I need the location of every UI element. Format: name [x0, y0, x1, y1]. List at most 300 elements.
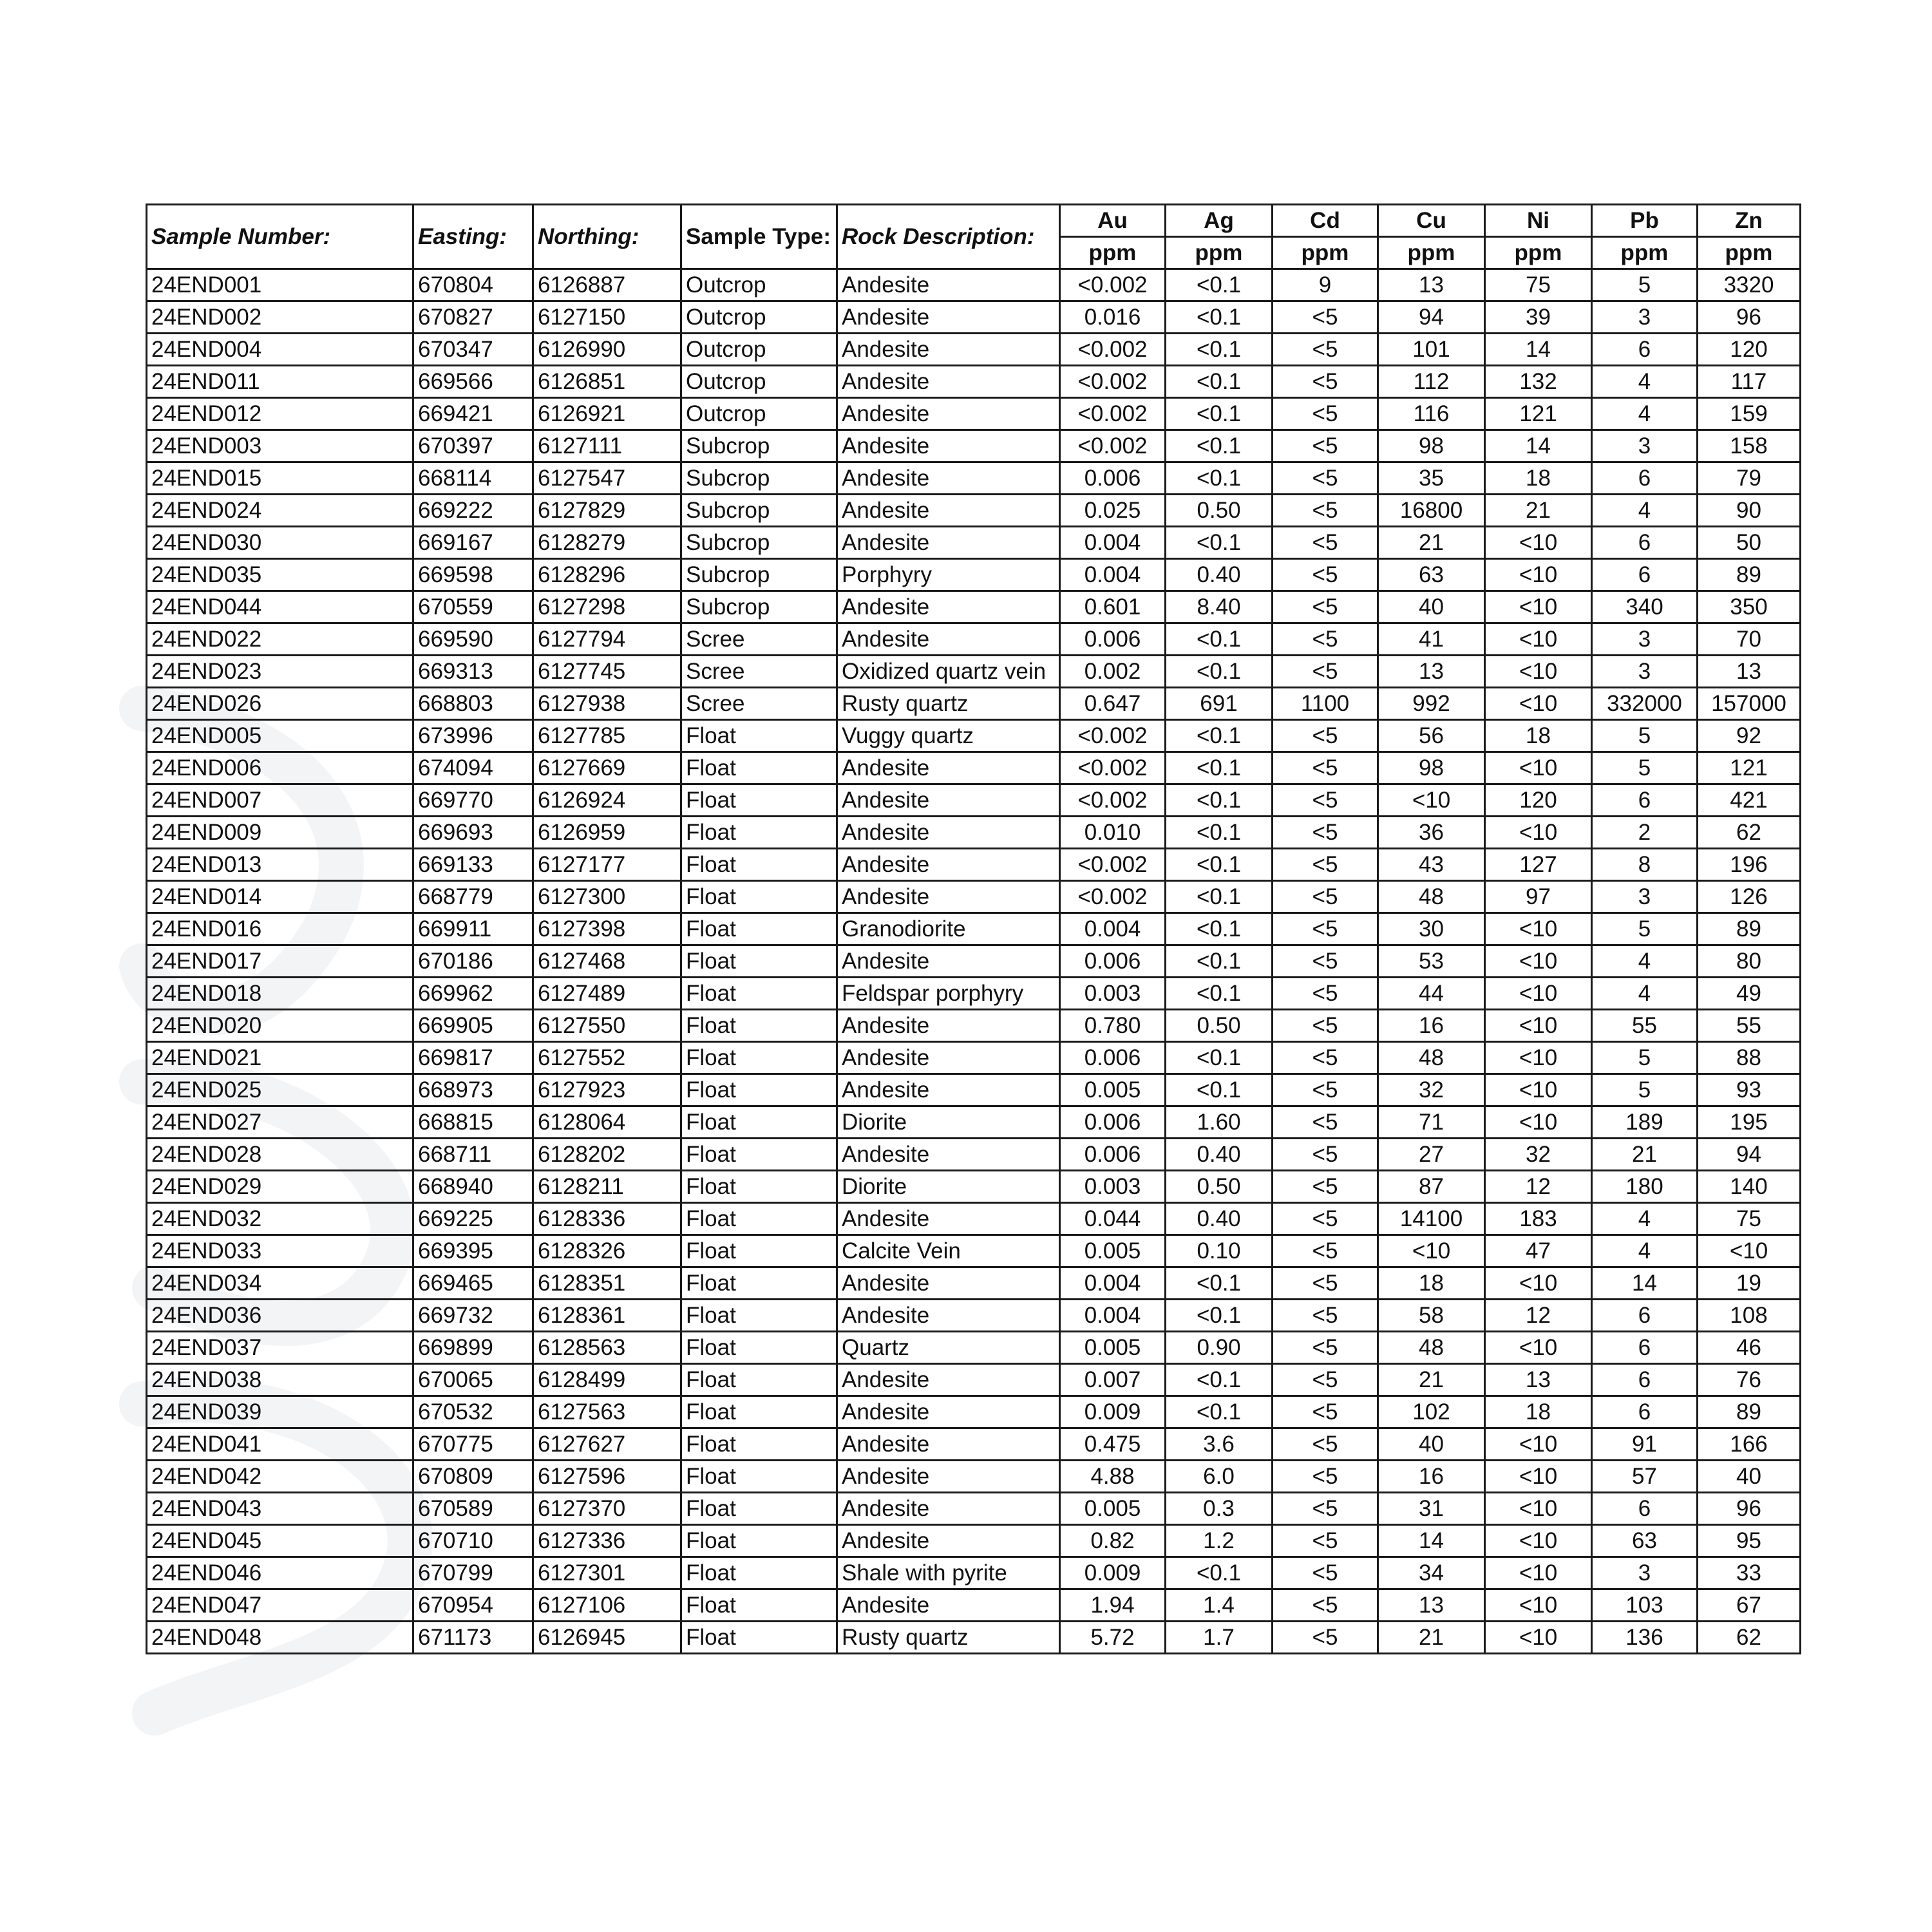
cell-ag: 1.4: [1166, 1589, 1273, 1622]
cell-easting: 669465: [413, 1267, 533, 1300]
cell-sample-number: 24END006: [147, 752, 413, 784]
cell-northing: 6127370: [533, 1493, 681, 1525]
cell-easting: 670347: [413, 334, 533, 366]
cell-sample-type: Float: [681, 1589, 837, 1622]
cell-pb: 4: [1592, 945, 1698, 978]
cell-sample-number: 24END048: [147, 1622, 413, 1654]
cell-pb: 63: [1592, 1525, 1698, 1557]
table-row: [147, 1106, 1801, 1139]
cell-cu: 992: [1378, 688, 1485, 720]
cell-zn: 95: [1698, 1525, 1801, 1557]
cell-sample-type: Float: [681, 1139, 837, 1171]
cell-sample-number: 24END034: [147, 1267, 413, 1300]
cell-sample-number: 24END021: [147, 1042, 413, 1074]
cell-easting: 669590: [413, 623, 533, 656]
cell-ni: <10: [1485, 1074, 1592, 1106]
cell-sample-number: 24END007: [147, 784, 413, 817]
cell-rock-description: Andesite: [837, 881, 1060, 913]
cell-ag: <0.1: [1166, 398, 1273, 430]
cell-easting: 669732: [413, 1300, 533, 1332]
cell-ni: <10: [1485, 1622, 1592, 1654]
cell-rock-description: Andesite: [837, 1139, 1060, 1171]
table-row: [147, 720, 1801, 752]
cell-easting: 669770: [413, 784, 533, 817]
cell-ag: 0.50: [1166, 1171, 1273, 1203]
table-row: [147, 1525, 1801, 1557]
cell-ni: <10: [1485, 1557, 1592, 1589]
cell-easting: 670186: [413, 945, 533, 978]
cell-northing: 6128326: [533, 1235, 681, 1267]
cell-easting: 670532: [413, 1396, 533, 1428]
cell-northing: 6128361: [533, 1300, 681, 1332]
header-element-zn: Zn: [1698, 205, 1801, 237]
cell-northing: 6127468: [533, 945, 681, 978]
cell-pb: 4: [1592, 495, 1698, 527]
cell-zn: 117: [1698, 366, 1801, 398]
cell-ag: <0.1: [1166, 817, 1273, 849]
cell-sample-type: Subcrop: [681, 430, 837, 462]
cell-cu: 13: [1378, 1589, 1485, 1622]
cell-ag: <0.1: [1166, 849, 1273, 881]
cell-pb: 6: [1592, 462, 1698, 495]
cell-rock-description: Rusty quartz: [837, 688, 1060, 720]
cell-ag: <0.1: [1166, 269, 1273, 301]
cell-rock-description: Porphyry: [837, 559, 1060, 591]
cell-ni: 18: [1485, 462, 1592, 495]
cell-au: 0.006: [1060, 462, 1166, 495]
cell-northing: 6127745: [533, 656, 681, 688]
cell-ni: <10: [1485, 1461, 1592, 1493]
cell-au: <0.002: [1060, 334, 1166, 366]
cell-rock-description: Feldspar porphyry: [837, 978, 1060, 1010]
cell-ag: <0.1: [1166, 430, 1273, 462]
cell-zn: 126: [1698, 881, 1801, 913]
cell-rock-description: Andesite: [837, 945, 1060, 978]
cell-sample-number: 24END017: [147, 945, 413, 978]
cell-pb: 3: [1592, 1557, 1698, 1589]
table-row: [147, 1589, 1801, 1622]
cell-easting: 668803: [413, 688, 533, 720]
cell-easting: 670775: [413, 1428, 533, 1461]
table-row: [147, 945, 1801, 978]
cell-sample-type: Scree: [681, 656, 837, 688]
table-row: [147, 398, 1801, 430]
assay-table-container: [146, 204, 1799, 1654]
cell-sample-type: Float: [681, 720, 837, 752]
cell-easting: 670065: [413, 1364, 533, 1396]
cell-pb: 4: [1592, 1235, 1698, 1267]
table-row: [147, 1010, 1801, 1042]
table-row: [147, 849, 1801, 881]
cell-sample-number: 24END009: [147, 817, 413, 849]
cell-rock-description: Calcite Vein: [837, 1235, 1060, 1267]
cell-au: <0.002: [1060, 398, 1166, 430]
cell-easting: 669225: [413, 1203, 533, 1235]
cell-zn: 76: [1698, 1364, 1801, 1396]
cell-cd: <5: [1273, 1589, 1378, 1622]
cell-sample-type: Float: [681, 784, 837, 817]
cell-easting: 669133: [413, 849, 533, 881]
cell-northing: 6127794: [533, 623, 681, 656]
cell-sample-number: 24END015: [147, 462, 413, 495]
cell-easting: 670827: [413, 301, 533, 334]
cell-northing: 6128211: [533, 1171, 681, 1203]
cell-pb: 6: [1592, 1493, 1698, 1525]
cell-zn: 49: [1698, 978, 1801, 1010]
header-unit-au: ppm: [1060, 237, 1166, 269]
cell-easting: 669313: [413, 656, 533, 688]
cell-zn: 89: [1698, 913, 1801, 945]
cell-au: 0.006: [1060, 945, 1166, 978]
cell-rock-description: Andesite: [837, 334, 1060, 366]
cell-au: 0.006: [1060, 1139, 1166, 1171]
cell-au: 0.007: [1060, 1364, 1166, 1396]
cell-ni: 12: [1485, 1171, 1592, 1203]
cell-ni: 183: [1485, 1203, 1592, 1235]
cell-pb: 6: [1592, 1300, 1698, 1332]
cell-northing: 6126990: [533, 334, 681, 366]
cell-ni: <10: [1485, 527, 1592, 559]
cell-ag: <0.1: [1166, 301, 1273, 334]
cell-easting: 670589: [413, 1493, 533, 1525]
cell-ag: <0.1: [1166, 784, 1273, 817]
cell-au: <0.002: [1060, 720, 1166, 752]
cell-au: 0.005: [1060, 1493, 1166, 1525]
cell-cd: <5: [1273, 1267, 1378, 1300]
cell-easting: 669566: [413, 366, 533, 398]
cell-cu: <10: [1378, 1235, 1485, 1267]
cell-cu: 21: [1378, 527, 1485, 559]
cell-ag: <0.1: [1166, 334, 1273, 366]
cell-pb: 55: [1592, 1010, 1698, 1042]
cell-rock-description: Andesite: [837, 527, 1060, 559]
cell-easting: 669899: [413, 1332, 533, 1364]
cell-rock-description: Andesite: [837, 1525, 1060, 1557]
cell-cd: 9: [1273, 269, 1378, 301]
cell-ni: <10: [1485, 1106, 1592, 1139]
cell-sample-number: 24END014: [147, 881, 413, 913]
cell-sample-number: 24END022: [147, 623, 413, 656]
cell-cd: <5: [1273, 752, 1378, 784]
cell-sample-number: 24END044: [147, 591, 413, 623]
cell-easting: 670559: [413, 591, 533, 623]
cell-sample-type: Float: [681, 945, 837, 978]
cell-pb: 4: [1592, 398, 1698, 430]
cell-northing: 6127106: [533, 1589, 681, 1622]
cell-ni: <10: [1485, 591, 1592, 623]
cell-northing: 6128064: [533, 1106, 681, 1139]
cell-ag: 1.7: [1166, 1622, 1273, 1654]
cell-rock-description: Andesite: [837, 1396, 1060, 1428]
cell-sample-number: 24END011: [147, 366, 413, 398]
cell-rock-description: Oxidized quartz vein: [837, 656, 1060, 688]
cell-ag: 0.10: [1166, 1235, 1273, 1267]
cell-ni: <10: [1485, 752, 1592, 784]
cell-cd: <5: [1273, 1300, 1378, 1332]
cell-cu: 48: [1378, 1042, 1485, 1074]
cell-cu: 40: [1378, 1428, 1485, 1461]
cell-cu: 48: [1378, 881, 1485, 913]
cell-sample-type: Float: [681, 1428, 837, 1461]
cell-northing: 6127111: [533, 430, 681, 462]
cell-ag: <0.1: [1166, 1042, 1273, 1074]
cell-northing: 6127336: [533, 1525, 681, 1557]
cell-ni: <10: [1485, 945, 1592, 978]
cell-cd: <5: [1273, 1332, 1378, 1364]
table-row: [147, 1332, 1801, 1364]
cell-zn: 19: [1698, 1267, 1801, 1300]
cell-ni: <10: [1485, 1589, 1592, 1622]
cell-easting: 670397: [413, 430, 533, 462]
cell-easting: 670809: [413, 1461, 533, 1493]
cell-ni: 97: [1485, 881, 1592, 913]
header-unit-ni: ppm: [1485, 237, 1592, 269]
cell-au: 0.82: [1060, 1525, 1166, 1557]
cell-rock-description: Andesite: [837, 817, 1060, 849]
cell-pb: 136: [1592, 1622, 1698, 1654]
cell-ni: 47: [1485, 1235, 1592, 1267]
cell-sample-type: Float: [681, 1396, 837, 1428]
table-row: [147, 688, 1801, 720]
cell-easting: 668711: [413, 1139, 533, 1171]
cell-pb: 91: [1592, 1428, 1698, 1461]
cell-sample-type: Subcrop: [681, 527, 837, 559]
table-row: [147, 1396, 1801, 1428]
cell-northing: 6127398: [533, 913, 681, 945]
cell-rock-description: Andesite: [837, 1428, 1060, 1461]
cell-sample-number: 24END027: [147, 1106, 413, 1139]
cell-zn: 33: [1698, 1557, 1801, 1589]
cell-sample-number: 24END038: [147, 1364, 413, 1396]
cell-cu: 94: [1378, 301, 1485, 334]
cell-zn: 421: [1698, 784, 1801, 817]
header-unit-zn: ppm: [1698, 237, 1801, 269]
cell-ni: <10: [1485, 978, 1592, 1010]
cell-cd: <5: [1273, 1171, 1378, 1203]
cell-rock-description: Andesite: [837, 1589, 1060, 1622]
table-row: [147, 430, 1801, 462]
cell-sample-type: Scree: [681, 623, 837, 656]
assay-results-table: [146, 204, 1801, 1654]
header-unit-cd: ppm: [1273, 237, 1378, 269]
cell-cu: 87: [1378, 1171, 1485, 1203]
cell-cu: 18: [1378, 1267, 1485, 1300]
cell-cu: 53: [1378, 945, 1485, 978]
cell-northing: 6128296: [533, 559, 681, 591]
cell-sample-number: 24END045: [147, 1525, 413, 1557]
cell-pb: 6: [1592, 1332, 1698, 1364]
cell-zn: 350: [1698, 591, 1801, 623]
cell-au: 0.004: [1060, 527, 1166, 559]
cell-ag: <0.1: [1166, 1396, 1273, 1428]
cell-ni: <10: [1485, 1042, 1592, 1074]
cell-zn: 75: [1698, 1203, 1801, 1235]
cell-sample-type: Float: [681, 1525, 837, 1557]
cell-cd: <5: [1273, 849, 1378, 881]
cell-sample-type: Float: [681, 1300, 837, 1332]
cell-pb: 332000: [1592, 688, 1698, 720]
cell-easting: 669962: [413, 978, 533, 1010]
cell-cd: <5: [1273, 656, 1378, 688]
cell-cu: 63: [1378, 559, 1485, 591]
cell-zn: 89: [1698, 1396, 1801, 1428]
table-row: [147, 301, 1801, 334]
cell-cd: 1100: [1273, 688, 1378, 720]
cell-northing: 6126887: [533, 269, 681, 301]
cell-cd: <5: [1273, 1235, 1378, 1267]
header-element-ag: Ag: [1166, 205, 1273, 237]
cell-rock-description: Andesite: [837, 1364, 1060, 1396]
cell-cu: 13: [1378, 269, 1485, 301]
cell-pb: 340: [1592, 591, 1698, 623]
cell-sample-type: Float: [681, 978, 837, 1010]
cell-zn: 79: [1698, 462, 1801, 495]
cell-sample-type: Subcrop: [681, 495, 837, 527]
cell-cu: 36: [1378, 817, 1485, 849]
cell-rock-description: Andesite: [837, 301, 1060, 334]
cell-ag: <0.1: [1166, 1557, 1273, 1589]
cell-au: 0.009: [1060, 1557, 1166, 1589]
cell-sample-type: Subcrop: [681, 591, 837, 623]
cell-cd: <5: [1273, 1010, 1378, 1042]
cell-pb: 103: [1592, 1589, 1698, 1622]
cell-cu: 101: [1378, 334, 1485, 366]
cell-ag: <0.1: [1166, 623, 1273, 656]
cell-au: 1.94: [1060, 1589, 1166, 1622]
cell-ag: 3.6: [1166, 1428, 1273, 1461]
cell-sample-type: Float: [681, 1235, 837, 1267]
cell-rock-description: Andesite: [837, 430, 1060, 462]
cell-pb: 6: [1592, 334, 1698, 366]
cell-cu: 31: [1378, 1493, 1485, 1525]
cell-rock-description: Andesite: [837, 1300, 1060, 1332]
cell-au: <0.002: [1060, 430, 1166, 462]
cell-ag: <0.1: [1166, 752, 1273, 784]
cell-rock-description: Andesite: [837, 398, 1060, 430]
cell-northing: 6128279: [533, 527, 681, 559]
cell-easting: 668779: [413, 881, 533, 913]
cell-cd: <5: [1273, 1074, 1378, 1106]
cell-cd: <5: [1273, 1428, 1378, 1461]
cell-rock-description: Andesite: [837, 462, 1060, 495]
cell-rock-description: Andesite: [837, 591, 1060, 623]
cell-ni: 12: [1485, 1300, 1592, 1332]
cell-northing: 6127300: [533, 881, 681, 913]
cell-au: 0.601: [1060, 591, 1166, 623]
cell-zn: 89: [1698, 559, 1801, 591]
cell-cu: 14100: [1378, 1203, 1485, 1235]
cell-ni: 32: [1485, 1139, 1592, 1171]
cell-zn: 159: [1698, 398, 1801, 430]
cell-zn: 96: [1698, 301, 1801, 334]
cell-easting: 669817: [413, 1042, 533, 1074]
cell-zn: 50: [1698, 527, 1801, 559]
cell-au: 0.647: [1060, 688, 1166, 720]
cell-sample-type: Subcrop: [681, 462, 837, 495]
cell-ni: 132: [1485, 366, 1592, 398]
cell-ni: <10: [1485, 688, 1592, 720]
cell-au: 0.010: [1060, 817, 1166, 849]
table-row: [147, 334, 1801, 366]
table-row: [147, 462, 1801, 495]
table-row: [147, 817, 1801, 849]
cell-rock-description: Andesite: [837, 269, 1060, 301]
cell-au: 0.004: [1060, 559, 1166, 591]
cell-ag: <0.1: [1166, 527, 1273, 559]
cell-ni: <10: [1485, 1010, 1592, 1042]
cell-cd: <5: [1273, 527, 1378, 559]
cell-northing: 6126959: [533, 817, 681, 849]
cell-sample-number: 24END023: [147, 656, 413, 688]
cell-cd: <5: [1273, 366, 1378, 398]
cell-sample-type: Float: [681, 1010, 837, 1042]
cell-ag: 0.3: [1166, 1493, 1273, 1525]
cell-cu: 48: [1378, 1332, 1485, 1364]
cell-cu: 14: [1378, 1525, 1485, 1557]
cell-sample-number: 24END047: [147, 1589, 413, 1622]
cell-sample-type: Float: [681, 881, 837, 913]
cell-ni: <10: [1485, 817, 1592, 849]
header-row-elements: [147, 205, 1801, 237]
table-row: [147, 784, 1801, 817]
cell-au: 0.005: [1060, 1074, 1166, 1106]
cell-cu: 98: [1378, 430, 1485, 462]
table-row: [147, 1235, 1801, 1267]
cell-sample-number: 24END013: [147, 849, 413, 881]
cell-sample-type: Float: [681, 1106, 837, 1139]
cell-northing: 6127563: [533, 1396, 681, 1428]
cell-rock-description: Andesite: [837, 784, 1060, 817]
cell-sample-number: 24END024: [147, 495, 413, 527]
cell-cu: 56: [1378, 720, 1485, 752]
cell-cd: <5: [1273, 817, 1378, 849]
cell-northing: 6127301: [533, 1557, 681, 1589]
cell-cd: <5: [1273, 978, 1378, 1010]
cell-cd: <5: [1273, 1203, 1378, 1235]
cell-northing: 6127596: [533, 1461, 681, 1493]
cell-pb: 5: [1592, 913, 1698, 945]
cell-zn: 157000: [1698, 688, 1801, 720]
cell-northing: 6128499: [533, 1364, 681, 1396]
cell-pb: 6: [1592, 1364, 1698, 1396]
cell-sample-type: Float: [681, 1171, 837, 1203]
cell-sample-number: 24END042: [147, 1461, 413, 1493]
cell-cd: <5: [1273, 1525, 1378, 1557]
cell-au: 0.003: [1060, 1171, 1166, 1203]
table-row: [147, 1622, 1801, 1654]
cell-rock-description: Andesite: [837, 1493, 1060, 1525]
cell-easting: 671173: [413, 1622, 533, 1654]
cell-easting: 668815: [413, 1106, 533, 1139]
cell-zn: 92: [1698, 720, 1801, 752]
table-row: [147, 366, 1801, 398]
cell-pb: 6: [1592, 527, 1698, 559]
cell-zn: 108: [1698, 1300, 1801, 1332]
cell-au: 5.72: [1060, 1622, 1166, 1654]
cell-cd: <5: [1273, 1106, 1378, 1139]
cell-ag: <0.1: [1166, 462, 1273, 495]
cell-au: 0.009: [1060, 1396, 1166, 1428]
cell-rock-description: Andesite: [837, 366, 1060, 398]
cell-northing: 6127298: [533, 591, 681, 623]
cell-cd: <5: [1273, 1042, 1378, 1074]
cell-sample-number: 24END033: [147, 1235, 413, 1267]
cell-cu: 21: [1378, 1364, 1485, 1396]
cell-cd: <5: [1273, 301, 1378, 334]
cell-ag: <0.1: [1166, 978, 1273, 1010]
cell-zn: 93: [1698, 1074, 1801, 1106]
cell-rock-description: Andesite: [837, 1203, 1060, 1235]
